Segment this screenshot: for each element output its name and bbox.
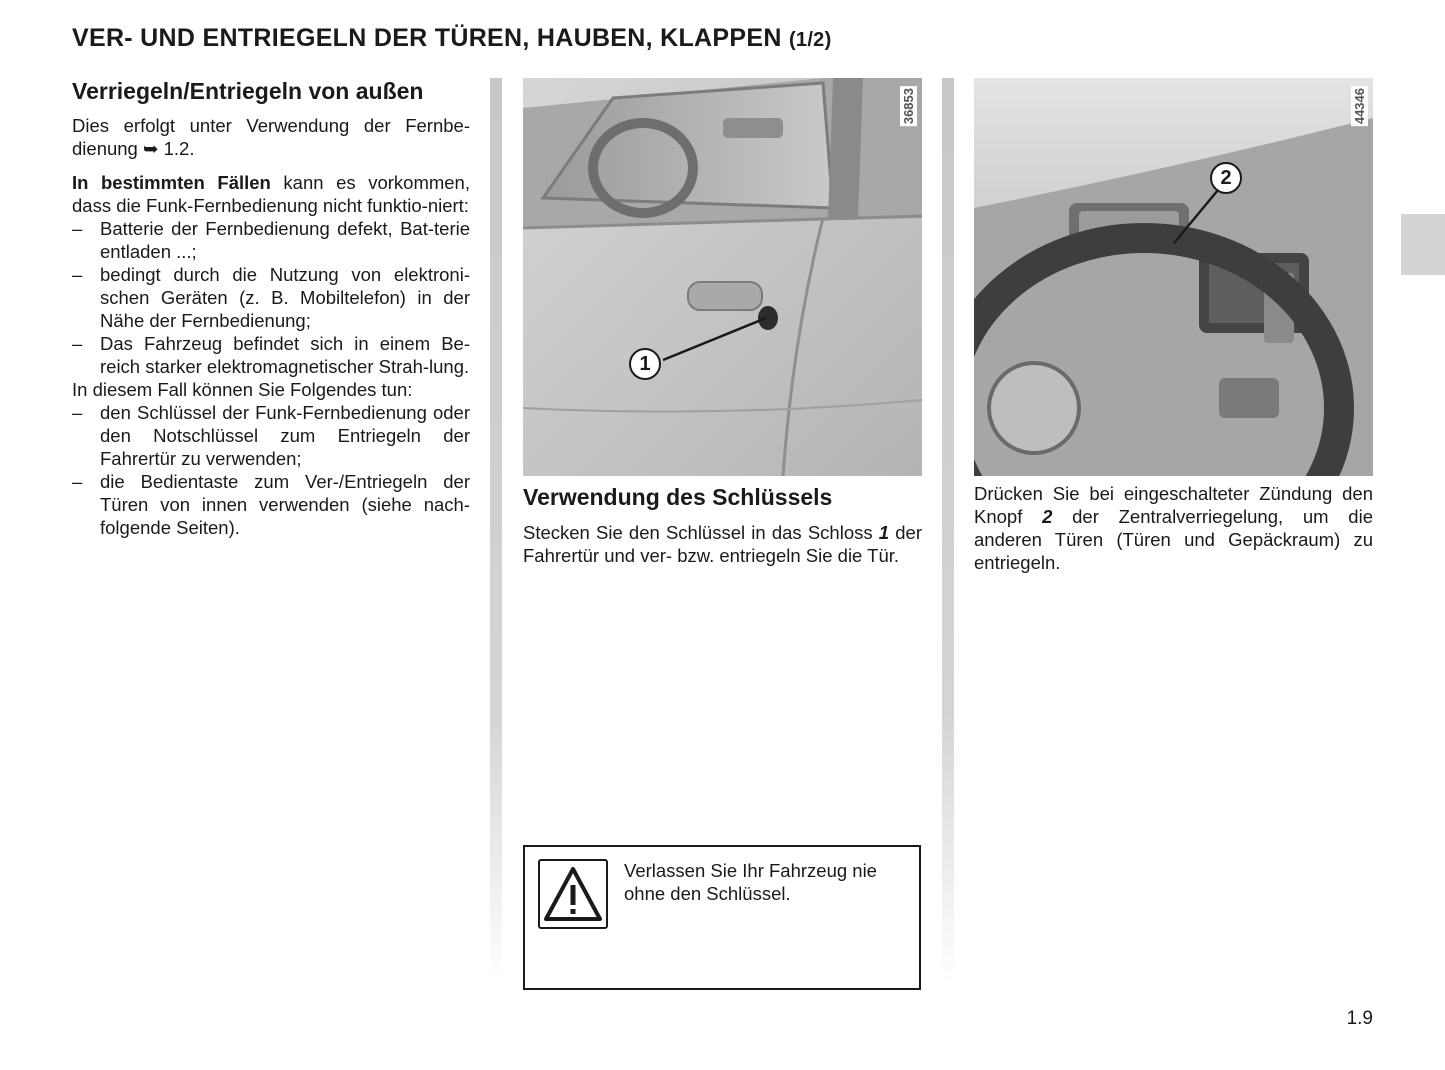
chapter-tab — [1401, 214, 1445, 275]
list-item: – bedingt durch die Nutzung von elektroni-schen Geräten (z. B. Mobiltelefon) in der Nähe der Fernbedienung; — [72, 263, 470, 332]
door-lock-figure — [523, 78, 922, 476]
cases-rest: kann es vorkommen, dass die Funk-Fernbedienung nicht funktio-niert: — [72, 172, 470, 216]
car-door-illustration — [523, 78, 922, 476]
page-title-part: (1/2) — [788, 29, 832, 51]
section-key-usage — [523, 78, 922, 567]
key-text-after: der Fahrertür und ver- bzw. entriegeln Sie die Tür. — [523, 522, 922, 566]
key-instructions — [523, 521, 922, 567]
then-text: In diesem Fall können Sie Folgendes tun: — [72, 379, 413, 400]
list-item: – Batterie der Fernbedienung defekt, Bat-terie entladen ...; — [72, 217, 470, 263]
figure-reference-number: 44346 — [1352, 88, 1367, 125]
central-text-ref: 2 — [1042, 506, 1053, 527]
central-text-after: der Zentralverriegelung, um die anderen Türen (Türen und Gepäckraum) zu entriegeln. — [974, 506, 1373, 573]
section-exterior-locking — [72, 78, 470, 539]
callout-1: 1 — [629, 348, 661, 380]
actions-list — [72, 401, 470, 539]
dashboard-illustration — [974, 78, 1373, 476]
page-number: 1.9 — [1346, 1008, 1373, 1029]
figure-reference-number: 36853 — [901, 88, 916, 125]
intro-text: Dies erfolgt unter Verwendung der Fernbe-dienung ➥ 1.2. — [72, 115, 470, 159]
list-item: – die Bedientaste zum Ver-/Entriegeln der Türen von innen verwenden (siehe nach-folgende Seiten). — [72, 470, 470, 539]
central-text-before: Drücken Sie bei eingeschalteter Zündung den Knopf — [974, 483, 1373, 527]
warning-box — [523, 845, 921, 990]
central-locking-instructions — [974, 482, 1373, 574]
cases-text — [72, 171, 470, 217]
key-text-before: Stecken Sie den Schlüssel in das Schloss — [523, 522, 879, 543]
callout-2: 2 — [1210, 162, 1242, 194]
list-item: – Das Fahrzeug befindet sich in einem Be-reich starker elektromagnetischer Strah-lung. — [72, 332, 470, 378]
list-item: – den Schlüssel der Funk-Fernbedienung oder den Notschlüssel zum Entriegeln der Fahrertür zu verwenden; — [72, 401, 470, 470]
warning-text: Verlassen Sie Ihr Fahrzeug nie ohne den Schlüssel. — [624, 860, 877, 904]
page-title: VER- UND ENTRIEGELN DER TÜREN, HAUBEN, KLAPPEN (1/2) — [72, 24, 832, 52]
dashboard-figure — [974, 78, 1373, 476]
column-divider-2 — [942, 78, 954, 983]
section-central-locking — [974, 78, 1373, 574]
column-divider-1 — [490, 78, 502, 983]
section-heading-exterior: Verriegeln/Entriegeln von außen — [72, 78, 424, 104]
section-heading-key: Verwendung des Schlüssels — [523, 484, 833, 510]
key-text-ref: 1 — [878, 522, 890, 543]
cases-bold: In bestimmten Fällen — [72, 172, 271, 193]
warning-triangle-icon-graphic — [540, 861, 606, 927]
cases-list — [72, 217, 470, 378]
warning-triangle-icon — [538, 859, 608, 929]
